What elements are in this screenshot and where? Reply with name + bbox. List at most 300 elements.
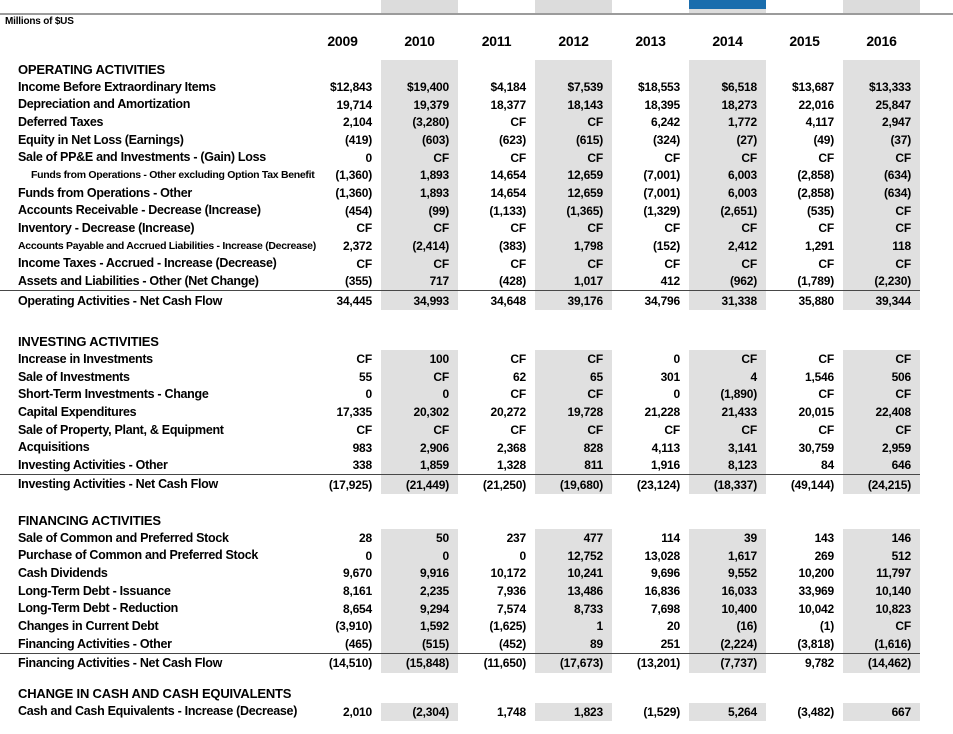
value-cell: 8,123: [689, 456, 766, 474]
year-header: 2016: [866, 33, 897, 49]
value-cell: CF: [843, 149, 920, 167]
value-cell: CF: [535, 386, 612, 404]
table-row: [0, 368, 920, 386]
value-cell: $13,333: [843, 78, 920, 96]
value-cell: $18,553: [638, 79, 680, 94]
value-cell: 12,752: [535, 547, 612, 565]
value-cell: 4,117: [805, 115, 834, 130]
value-cell: CF: [535, 113, 612, 131]
row-label: Short-Term Investments - Change: [18, 387, 209, 402]
table-row: [0, 618, 920, 636]
value-cell: (16): [689, 618, 766, 636]
table-row: [0, 202, 920, 220]
row-label: Income Taxes - Accrued - Increase (Decrease): [18, 256, 277, 271]
total-row: [0, 474, 920, 494]
value-cell: 18,395: [644, 97, 680, 112]
value-cell: 8,654: [342, 601, 372, 616]
value-cell: (3,482): [797, 704, 834, 719]
value-cell: CF: [381, 220, 458, 238]
value-cell: 21,228: [644, 405, 680, 420]
value-cell: 35,880: [798, 293, 834, 308]
spacer-cell: [458, 511, 535, 529]
value-cell: CF: [843, 202, 920, 220]
section-change: [0, 685, 920, 721]
value-cell: (1,529): [643, 704, 680, 719]
table-row: [0, 78, 920, 96]
value-cell: 811: [535, 456, 612, 474]
section-financing: [0, 511, 920, 673]
value-cell: CF: [689, 255, 766, 273]
value-cell: 39,176: [535, 291, 612, 310]
value-cell: 1,916: [650, 458, 680, 473]
section-operating: [0, 60, 920, 310]
column-tab-2012[interactable]: [535, 0, 612, 13]
value-cell: 0: [365, 387, 372, 402]
value-cell: 19,728: [535, 403, 612, 421]
value-cell: 0: [673, 387, 680, 402]
value-cell: (37): [843, 131, 920, 149]
value-cell: CF: [535, 220, 612, 238]
value-cell: CF: [689, 350, 766, 368]
row-label: Investing Activities - Other: [18, 457, 168, 472]
table-row: [0, 255, 920, 273]
spacer-cell: [766, 685, 843, 703]
spacer-cell: [766, 511, 843, 529]
section-investing: [0, 332, 920, 494]
row-label: [0, 30, 304, 52]
table-row: [0, 439, 920, 457]
value-cell: 10,140: [843, 582, 920, 600]
table-row: [0, 273, 920, 291]
spacer-cell: [689, 511, 766, 529]
value-cell: (11,650): [483, 656, 526, 671]
value-cell: (14,462): [843, 654, 920, 673]
table-row: [0, 600, 920, 618]
value-cell: 13,028: [644, 548, 680, 563]
value-cell: 0: [365, 150, 372, 165]
year-header: 2010: [404, 33, 435, 49]
value-cell: 7,574: [496, 601, 526, 616]
value-cell: 143: [814, 530, 834, 545]
value-cell: CF: [535, 350, 612, 368]
value-cell: 506: [843, 368, 920, 386]
value-cell: (14,510): [328, 656, 372, 671]
value-cell: 10,172: [490, 566, 526, 581]
section-title: INVESTING ACTIVITIES: [18, 333, 159, 349]
value-cell: (17,925): [328, 477, 372, 492]
value-cell: (452): [498, 637, 526, 652]
table-row: [0, 703, 920, 721]
row-label: Capital Expenditures: [18, 404, 137, 419]
section-title: CHANGE IN CASH AND CASH EQUIVALENTS: [18, 686, 292, 702]
header-divider-rule: [0, 13, 953, 15]
value-cell: 12,659: [535, 166, 612, 184]
units-label: Millions of $US: [5, 16, 74, 27]
value-cell: $4,184: [490, 79, 526, 94]
table-row: [0, 113, 920, 131]
value-cell: (49,144): [790, 477, 834, 492]
value-cell: $13,687: [792, 79, 834, 94]
value-cell: 2,906: [381, 439, 458, 457]
row-label: Sale of PP&E and Investments - (Gain) Loss: [18, 150, 266, 165]
spacer-cell: [535, 332, 612, 350]
section-title: FINANCING ACTIVITIES: [18, 512, 161, 528]
value-cell: 146: [843, 529, 920, 547]
year-header: 2012: [558, 33, 589, 49]
value-cell: CF: [843, 421, 920, 439]
row-label: Financing Activities - Net Cash Flow: [18, 656, 223, 671]
value-cell: CF: [664, 256, 680, 271]
value-cell: 8,733: [535, 600, 612, 618]
row-label: Increase in Investments: [18, 351, 153, 366]
spacer-cell: [304, 511, 381, 529]
value-cell: (15,848): [381, 654, 458, 673]
value-cell: CF: [664, 221, 680, 236]
value-cell: (1,329): [643, 203, 680, 218]
section-header-row: [0, 511, 920, 529]
value-cell: 50: [381, 529, 458, 547]
spacer-cell: [612, 511, 689, 529]
spacer-cell: [612, 332, 689, 350]
table-row: [0, 131, 920, 149]
value-cell: (7,001): [643, 185, 680, 200]
value-cell: 512: [843, 547, 920, 565]
value-cell: 9,294: [381, 600, 458, 618]
value-cell: 12,659: [535, 184, 612, 202]
value-cell: CF: [689, 149, 766, 167]
spacer-cell: [843, 511, 920, 529]
value-cell: (1,789): [797, 274, 834, 289]
value-cell: (623): [498, 132, 526, 147]
row-label: Income Before Extraordinary Items: [18, 79, 216, 94]
row-label: Equity in Net Loss (Earnings): [18, 132, 184, 147]
value-cell: 8,161: [342, 583, 372, 598]
value-cell: (962): [689, 273, 766, 291]
spacer-cell: [843, 60, 920, 78]
value-cell: CF: [381, 368, 458, 386]
value-cell: (19,680): [535, 475, 612, 494]
value-cell: 1,617: [689, 547, 766, 565]
value-cell: 20: [667, 619, 680, 634]
value-cell: 10,200: [798, 566, 834, 581]
value-cell: 20,015: [798, 405, 834, 420]
spacer-cell: [381, 511, 458, 529]
value-cell: CF: [843, 386, 920, 404]
row-label: Accounts Receivable - Decrease (Increase): [18, 203, 261, 218]
value-cell: 17,335: [336, 405, 372, 420]
value-cell: 65: [535, 368, 612, 386]
value-cell: 1,017: [535, 273, 612, 291]
value-cell: CF: [510, 387, 526, 402]
value-cell: 9,782: [804, 656, 834, 671]
value-cell: 10,823: [843, 600, 920, 618]
row-label: Investing Activities - Net Cash Flow: [18, 477, 218, 492]
value-cell: 2,368: [496, 440, 526, 455]
value-cell: 9,916: [381, 564, 458, 582]
selected-column-indicator[interactable]: [689, 0, 766, 9]
value-cell: (603): [381, 131, 458, 149]
value-cell: 16,033: [689, 582, 766, 600]
spacer-cell: [304, 685, 381, 703]
value-cell: 983: [352, 440, 372, 455]
value-cell: (2,651): [689, 202, 766, 220]
value-cell: CF: [689, 220, 766, 238]
value-cell: 21,433: [689, 403, 766, 421]
value-cell: 55: [359, 369, 372, 384]
value-cell: 6,003: [689, 166, 766, 184]
value-cell: (383): [498, 239, 526, 254]
spacer-cell: [535, 60, 612, 78]
value-cell: CF: [535, 421, 612, 439]
value-cell: 2,959: [843, 439, 920, 457]
value-cell: 34,993: [381, 291, 458, 310]
year-header: 2014: [712, 33, 743, 49]
total-row: [0, 653, 920, 673]
value-cell: 1,291: [804, 239, 834, 254]
value-cell: $19,400: [381, 78, 458, 96]
spacer-cell: [381, 332, 458, 350]
row-label: Funds from Operations - Other: [18, 185, 192, 200]
value-cell: 9,670: [342, 566, 372, 581]
value-cell: (2,224): [689, 635, 766, 653]
value-cell: 19,714: [336, 97, 372, 112]
value-cell: 4,113: [651, 440, 680, 455]
value-cell: 1,748: [496, 704, 526, 719]
table-row: [0, 350, 920, 368]
table-row: [0, 220, 920, 238]
value-cell: 11,797: [843, 564, 920, 582]
spacer-cell: [843, 685, 920, 703]
value-cell: (1,625): [489, 619, 526, 634]
value-cell: CF: [356, 422, 372, 437]
value-cell: 22,408: [843, 403, 920, 421]
row-label: Deferred Taxes: [18, 114, 104, 129]
row-label: Sale of Investments: [18, 369, 130, 384]
value-cell: (634): [843, 184, 920, 202]
value-cell: CF: [664, 150, 680, 165]
value-cell: (23,124): [636, 477, 680, 492]
row-label: Changes in Current Debt: [18, 619, 159, 634]
value-cell: (17,673): [535, 654, 612, 673]
value-cell: (634): [843, 166, 920, 184]
row-label: Financing Activities - Other: [18, 636, 172, 651]
value-cell: CF: [381, 421, 458, 439]
value-cell: 1,328: [496, 458, 526, 473]
value-cell: 477: [535, 529, 612, 547]
value-cell: CF: [843, 255, 920, 273]
value-cell: 62: [513, 369, 526, 384]
value-cell: 5,264: [689, 703, 766, 721]
value-cell: 118: [843, 237, 920, 255]
value-cell: $7,539: [535, 78, 612, 96]
column-tab-2010[interactable]: [381, 0, 458, 13]
value-cell: 3,141: [689, 439, 766, 457]
section-title: OPERATING ACTIVITIES: [18, 61, 165, 77]
value-cell: 2,372: [342, 239, 372, 254]
table-row: [0, 96, 920, 114]
table-row: [0, 564, 920, 582]
row-label: Inventory - Decrease (Increase): [18, 221, 195, 236]
section-header-row: [0, 685, 920, 703]
value-cell: (535): [806, 203, 834, 218]
value-cell: CF: [843, 618, 920, 636]
row-label: Depreciation and Amortization: [18, 97, 191, 112]
value-cell: 0: [381, 386, 458, 404]
value-cell: (18,337): [689, 475, 766, 494]
value-cell: 717: [381, 273, 458, 291]
row-label: Sale of Property, Plant, & Equipment: [18, 422, 224, 437]
row-label: Accounts Payable and Accrued Liabilities - Increase (Decrease): [18, 239, 316, 252]
value-cell: 39: [689, 529, 766, 547]
value-cell: (1,360): [335, 168, 372, 183]
value-cell: 10,241: [535, 564, 612, 582]
value-cell: 14,654: [490, 185, 526, 200]
value-cell: (454): [344, 203, 372, 218]
spacer-cell: [612, 60, 689, 78]
value-cell: 114: [661, 530, 680, 545]
value-cell: CF: [510, 150, 526, 165]
value-cell: (324): [652, 132, 680, 147]
value-cell: (3,818): [797, 637, 834, 652]
spacer-cell: [458, 685, 535, 703]
table-row: [0, 547, 920, 565]
value-cell: (1,133): [489, 203, 526, 218]
table-row: [0, 582, 920, 600]
value-cell: 31,338: [689, 291, 766, 310]
row-label: Acquisitions: [18, 440, 90, 455]
value-cell: 2,010: [342, 704, 372, 719]
column-tab-2016[interactable]: [843, 0, 920, 13]
table-row: [0, 149, 920, 167]
table-row: [0, 635, 920, 653]
value-cell: 30,759: [798, 440, 834, 455]
spacer-cell: [689, 60, 766, 78]
value-cell: 338: [352, 458, 372, 473]
value-cell: 34,445: [336, 293, 372, 308]
value-cell: CF: [356, 221, 372, 236]
value-cell: CF: [510, 256, 526, 271]
value-cell: (152): [652, 239, 680, 254]
row-label: Cash Dividends: [18, 566, 108, 581]
value-cell: (13,201): [636, 656, 680, 671]
value-cell: (3,910): [335, 619, 372, 634]
row-label: Funds from Operations - Other excluding Option Tax Benefit: [31, 169, 315, 182]
value-cell: 412: [660, 274, 680, 289]
value-cell: (615): [535, 131, 612, 149]
year-header: 2013: [635, 33, 666, 49]
value-cell: CF: [510, 352, 526, 367]
spacer-cell: [612, 685, 689, 703]
value-cell: 14,654: [490, 168, 526, 183]
value-cell: 34,648: [490, 293, 526, 308]
value-cell: 18,143: [535, 96, 612, 114]
value-cell: 6,003: [689, 184, 766, 202]
year-header: 2009: [327, 33, 358, 49]
value-cell: (2,858): [797, 168, 834, 183]
value-cell: 89: [535, 635, 612, 653]
value-cell: 2,235: [381, 582, 458, 600]
value-cell: 0: [365, 548, 372, 563]
value-cell: 2,104: [342, 115, 372, 130]
value-cell: (2,858): [797, 185, 834, 200]
value-cell: 16,836: [644, 583, 680, 598]
value-cell: 0: [381, 547, 458, 565]
spacer-cell: [689, 332, 766, 350]
value-cell: 237: [506, 530, 526, 545]
value-cell: (419): [344, 132, 372, 147]
value-cell: 9,696: [650, 566, 680, 581]
value-cell: (1,360): [335, 185, 372, 200]
value-cell: (515): [381, 635, 458, 653]
total-row: [0, 290, 920, 310]
value-cell: CF: [843, 220, 920, 238]
value-cell: 84: [821, 458, 834, 473]
value-cell: 1,772: [689, 113, 766, 131]
value-cell: (2,230): [843, 273, 920, 291]
value-cell: 667: [843, 703, 920, 721]
value-cell: CF: [664, 422, 680, 437]
value-cell: 1: [535, 618, 612, 636]
value-cell: (27): [689, 131, 766, 149]
value-cell: 19,379: [381, 96, 458, 114]
row-label: Operating Activities - Net Cash Flow: [18, 293, 223, 308]
value-cell: CF: [356, 256, 372, 271]
value-cell: 18,273: [689, 96, 766, 114]
value-cell: 1,823: [535, 703, 612, 721]
value-cell: 28: [359, 530, 372, 545]
value-cell: (2,414): [381, 237, 458, 255]
table-row: [0, 456, 920, 474]
spacer-cell: [304, 60, 381, 78]
value-cell: (3,280): [381, 113, 458, 131]
value-cell: 0: [673, 352, 680, 367]
value-cell: (7,737): [689, 654, 766, 673]
value-cell: 100: [381, 350, 458, 368]
table-row: [0, 386, 920, 404]
value-cell: CF: [535, 149, 612, 167]
top-column-tabs: [0, 0, 953, 14]
value-cell: 301: [660, 369, 680, 384]
value-cell: 25,847: [843, 96, 920, 114]
value-cell: (99): [381, 202, 458, 220]
value-cell: CF: [818, 150, 834, 165]
value-cell: 1,798: [535, 237, 612, 255]
spacer-cell: [381, 685, 458, 703]
value-cell: 646: [843, 456, 920, 474]
row-label: Long-Term Debt - Issuance: [18, 583, 171, 598]
spacer-cell: [766, 60, 843, 78]
value-cell: CF: [689, 421, 766, 439]
value-cell: (49): [813, 132, 834, 147]
value-cell: 1,893: [381, 166, 458, 184]
value-cell: 7,936: [496, 583, 526, 598]
table-row: [0, 166, 920, 184]
value-cell: (1,890): [689, 386, 766, 404]
spacer-cell: [535, 511, 612, 529]
value-cell: (1): [819, 619, 834, 634]
row-label: Assets and Liabilities - Other (Net Change): [18, 274, 259, 289]
value-cell: 0: [519, 548, 526, 563]
value-cell: 22,016: [798, 97, 834, 112]
value-cell: (21,250): [482, 477, 526, 492]
statement-table: [0, 30, 920, 721]
table-row: [0, 184, 920, 202]
row-label: Long-Term Debt - Reduction: [18, 601, 179, 616]
row-label: Sale of Common and Preferred Stock: [18, 530, 229, 545]
section-header-row: [0, 60, 920, 78]
value-cell: 9,552: [689, 564, 766, 582]
spacer-cell: [535, 685, 612, 703]
